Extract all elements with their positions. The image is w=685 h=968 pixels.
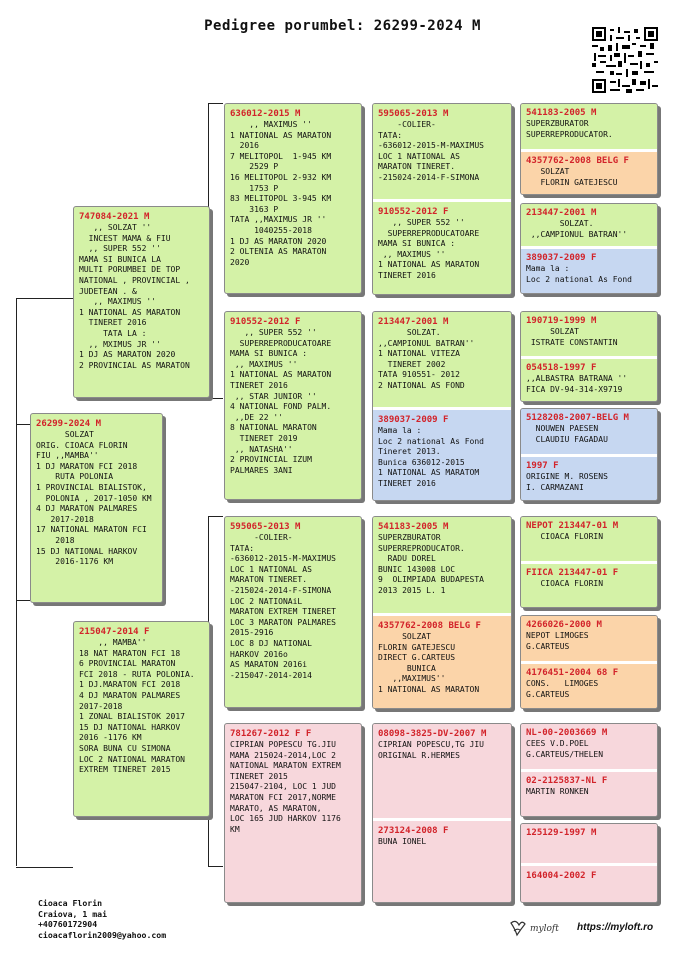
- ring-number: 213447-2001 M: [526, 208, 597, 218]
- pigeon-description: BUNA IONEL: [378, 837, 427, 846]
- ring-number: 636012-2015 M: [230, 109, 301, 119]
- pigeon-description: Mama la : Loc 2 national As Fond: [526, 264, 632, 284]
- pigeon-description: SOLZAT FLORIN GATEJESCU DIRECT G.CARTEUS BUNICA ,,MAXIMUS'' 1 NATIONAL AS MARATON: [378, 632, 480, 694]
- pigeon-description: ,,ALBASTRA BATRANA '' FICA DV-94-314-X9719: [526, 374, 628, 394]
- g4-ancestors-card: [520, 516, 658, 608]
- pigeon-description: SOLZAT ORIG. CIOACA FLORIN FIU ,,MAMBA'' 1 DJ MARATON FCI 2018 RUTA POLONIA 1 PROVINCIAL BIALISTOK, POLONIA , 2017-1050 KM 4 DJ MARATON PALMARES 2017-2018 17 NATIONAL MARATON FCI 2018 15 DJ NATIONAL HARKOV 2016-1176 KM: [36, 430, 152, 567]
- ring-number: 781267-2012 F F: [230, 729, 312, 739]
- tree-connector-line: [208, 103, 223, 104]
- grandparent-card: [224, 723, 362, 903]
- owner-contact: Cioaca Florin Craiova, 1 mai +40760172904 cioacaflorin2009@yahoo.com: [38, 898, 167, 940]
- myloft-logo: [508, 917, 570, 939]
- pigeon-description: CIPRIAN POPESCU,TG JIU ORIGINAL R.HERMES: [378, 740, 484, 760]
- great-grandparents-card: [372, 103, 512, 295]
- tree-connector-line: [208, 398, 223, 399]
- ring-number: 5128208-2007-BELG M: [526, 413, 629, 423]
- grandparent-card: [224, 103, 362, 294]
- pigeon-description: Mama la : Loc 2 national As Fond Tineret 2013. Bunica 636012-2015 1 NATIONAL AS MARATOM TINERET 2016: [378, 426, 484, 488]
- qr-code-icon: [592, 27, 658, 93]
- ring-number: 4357762-2008 BELG F: [378, 621, 481, 631]
- ring-number: NL-00-2003669 M: [526, 728, 608, 738]
- great-grandparents-card: [372, 516, 512, 709]
- pigeon-description: ,, SUPER 552 '' SUPERREPRODUCATOARE MAMA SI BUNICA : ,, MAXIMUS '' 1 NATIONAL AS MARATON TINERET 2016 ,, STAR JUNIOR '' 4 NATIONAL FOND PALM. ,,DE 22 '' 8 NATIONAL MARATON TINERET 2019 ,, NATASHA'' 2 PROVINCIAL IZUM PALMARES 3ANI: [230, 328, 332, 475]
- pigeon-description: NEPOT LIMOGES G.CARTEUS: [526, 631, 589, 651]
- grandparent-card: [224, 516, 362, 708]
- ring-number: 125129-1997 M: [526, 828, 597, 838]
- tree-connector-line: [16, 298, 17, 866]
- ring-number: 595065-2013 M: [378, 109, 449, 119]
- tree-connector-line: [16, 424, 30, 425]
- pigeon-description: ,, SOLZAT '' INCEST MAMA & FIU ,, SUPER 552 '' MAMA SI BUNICA LA MULTI PORUMBEI DE TOP NATIONAL , PROVINCIAL , JUDETEAN . & ,, MAXIMUS '' 1 NATIONAL AS MARATON TINERET 2016 TATA LA : ,, MXIMUS JR '' 1 DJ AS MARATON 2020 2 PROVINCIAL AS MARATON: [79, 223, 190, 370]
- g4-ancestors-card: [520, 408, 658, 501]
- g4-ancestors-card: [520, 311, 658, 402]
- ring-number: 054518-1997 F: [526, 363, 597, 373]
- great-grandparents-card: [372, 311, 512, 501]
- ring-number: 26299-2024 M: [36, 419, 102, 429]
- ring-number: 4176451-2004 68 F: [526, 668, 619, 678]
- g4-ancestors-card: [520, 203, 658, 294]
- ring-number: 08098-3825-DV-2007 M: [378, 729, 487, 739]
- pigeon-description: ORIGINE M. ROSENS I. CARMAZANI: [526, 472, 608, 492]
- tree-connector-line: [208, 516, 223, 517]
- ring-number: 4357762-2008 BELG F: [526, 156, 629, 166]
- pigeon-description: -COLIER- TATA: -636012-2015-M-MAXIMUS LOC 1 NATIONAL AS MARATON TINERET. -215024-2014-F-SIMONA LOC 2 NATIONAiL MARATON EXTREM TINERET LOC 3 MARATON PALMARES 2015-2916 LOC 8 DJ NATIONAL HARKOV 2016o AS MARATON 2016i -215047-2014-2014: [230, 533, 336, 680]
- g4-ancestors-card: [520, 723, 658, 817]
- pigeon-description: CIPRIAN POPESCU TG.JIU MAMA 215024-2014,LOC 2 NATIONAL MARATON EXTREM TINERET 2015 215047-2104, LOC 1 JUD MARATON FCI 2017,NORME MARATO, AS MARATON, LOC 165 JUD HARKOV 1176 KM: [230, 740, 341, 834]
- mother-card: [73, 621, 210, 817]
- g4-ancestors-card: [520, 615, 658, 709]
- pigeon-description: ,, MAMBA'' 18 NAT MARATON FCI 18 6 PROVINCIAL MARATON FCI 2018 - RUTA POLONIA. 1 DJ.MARATON FCI 2018 4 DJ MARATON PALMARES 2017-2018 1 ZONAL BIALISTOK 2017 15 DJ NATIONAL HARKOV 2016 -1176 KM SORA BUNA CU SIMONA LOC 2 NATIONAL MARATON EXTREM TINERET 2015: [79, 638, 195, 775]
- ring-number: 910552-2012 F: [378, 207, 449, 217]
- pigeon-description: ,, MAXIMUS '' 1 NATIONAL AS MARATON 2016 7 MELITOPOL 1-945 KM 2529 P 16 MELITOPOL 2-932 KM 1753 P 83 MELITOPOL 3-945 KM 3163 P TATA ,,MAXIMUS JR '' 1040255-2018 1 DJ AS MARATON 2020 2 OLTENIA AS MARATON 2020: [230, 120, 332, 267]
- tree-connector-line: [16, 867, 73, 868]
- ring-number: 389037-2009 F: [526, 253, 597, 263]
- pigeon-description: SOLZAT. ,,CAMPIONUL BATRAN'' 1 NATIONAL VITEZA TINERET 2002 TATA 910551- 2012 2 NATIONAL AS FOND: [378, 328, 475, 390]
- ring-number: 02-2125837-NL F: [526, 776, 608, 786]
- ring-number: 213447-2001 M: [378, 317, 449, 327]
- website-link[interactable]: https://myloft.ro: [577, 922, 654, 933]
- subject-pigeon-card: [30, 413, 163, 603]
- ring-number: 910552-2012 F: [230, 317, 301, 327]
- ring-number: 190719-1999 M: [526, 316, 597, 326]
- tree-connector-line: [208, 866, 223, 867]
- pigeon-description: CIOACA FLORIN: [526, 579, 604, 588]
- pigeon-description: CONS. LIMOGES G.CARTEUS: [526, 679, 599, 699]
- grandparent-card: [224, 311, 362, 500]
- ring-number: NEPOT 213447-01 M: [526, 521, 619, 531]
- ring-number: 747084-2021 M: [79, 212, 150, 222]
- page-title: Pedigree porumbel: 26299-2024 M: [204, 18, 481, 34]
- pigeon-description: CIOACA FLORIN: [526, 532, 604, 541]
- pigeon-description: NOUWEN PAESEN CLAUDIU FAGADAU: [535, 424, 608, 444]
- tree-connector-line: [16, 298, 73, 299]
- svg-text:myloft: myloft: [530, 924, 559, 934]
- ring-number: 1997 F: [526, 461, 559, 471]
- ring-number: 215047-2014 F: [79, 627, 150, 637]
- ring-number: 541183-2005 M: [378, 522, 449, 532]
- ring-number: 273124-2008 F: [378, 826, 449, 836]
- ring-number: 164004-2002 F: [526, 871, 597, 881]
- pigeon-description: -COLIER- TATA: -636012-2015-M-MAXIMUS LOC 1 NATIONAL AS MARATON TINERET. -215024-2014-F-SIMONA: [378, 120, 484, 182]
- ring-number: 541183-2005 M: [526, 108, 597, 118]
- pigeon-description: SOLZAT ISTRATE CONSTANTIN: [530, 327, 618, 347]
- father-card: [73, 206, 210, 398]
- pigeon-description: SUPERZBURATOR SUPERREPRODUCATOR.: [526, 119, 613, 139]
- great-grandparents-card: [372, 723, 512, 903]
- ring-number: 595065-2013 M: [230, 522, 301, 532]
- pigeon-description: CEES V.D.POEL G.CARTEUS/THELEN: [526, 739, 604, 759]
- g4-ancestors-card: [520, 103, 658, 195]
- ring-number: 389037-2009 F: [378, 415, 449, 425]
- pigeon-description: SUPERZBURATOR SUPERREPRODUCATOR. RADU DOREL BUNIC 143008 LOC 9 OLIMPIADA BUDAPESTA 2013 2015 L. 1: [378, 533, 484, 595]
- pigeon-description: SOLZAT. ,,CAMPIONUL BATRAN'': [530, 219, 628, 239]
- pigeon-description: MARTIN RONKEN: [526, 787, 589, 796]
- ring-number: FIICA 213447-01 F: [526, 568, 619, 578]
- tree-connector-line: [16, 600, 30, 601]
- pigeon-description: SOLZAT FLORIN GATEJESCU: [540, 167, 618, 187]
- pigeon-description: ,, SUPER 552 '' SUPERREPRODUCATOARE MAMA SI BUNICA : ,, MAXIMUS '' 1 NATIONAL AS MARATON TINERET 2016: [378, 218, 480, 280]
- g4-ancestors-card: [520, 823, 658, 903]
- ring-number: 4266026-2000 M: [526, 620, 602, 630]
